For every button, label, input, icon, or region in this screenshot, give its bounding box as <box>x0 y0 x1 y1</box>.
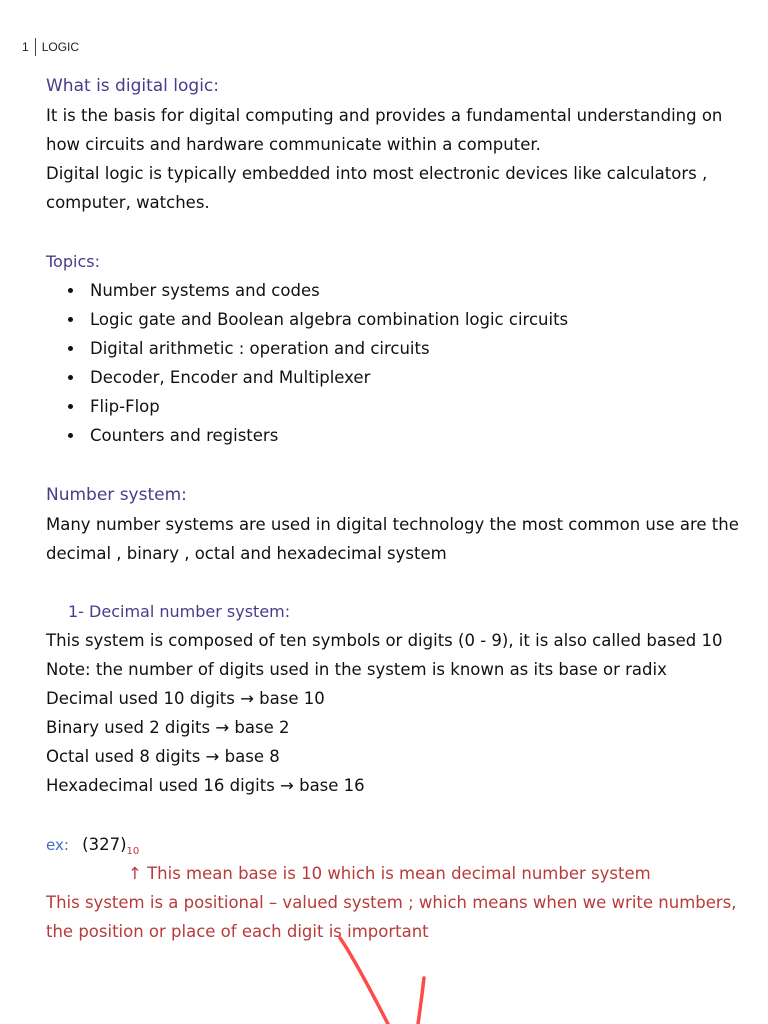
intro-section <box>46 72 746 217</box>
example-arrow-note: ↑ This mean base is 10 which is mean decimal number system <box>128 864 651 883</box>
example-label: ex: <box>46 836 69 854</box>
bullet-icon <box>68 346 73 351</box>
intro-line: It is the basis for digital computing and provides a fundamental understanding on <box>46 106 723 125</box>
topics-heading: Topics: <box>46 252 100 271</box>
decimal-line: This system is composed of ten symbols or digits (0 - 9), it is also called based 10 <box>46 631 723 650</box>
example-value: (327) <box>82 835 127 854</box>
number-system-line: decimal , binary , octal and hexadecimal system <box>46 544 447 563</box>
topic-item: Decoder, Encoder and Multiplexer <box>46 363 746 392</box>
positional-line: the position or place of each digit is important <box>46 922 429 941</box>
header-title: LOGIC <box>41 40 80 54</box>
page-header <box>22 38 79 56</box>
decimal-line: Note: the number of digits used in the system is known as its base or radix <box>46 660 667 679</box>
bullet-icon <box>68 317 73 322</box>
bullet-icon <box>68 433 73 438</box>
topic-item: Counters and registers <box>46 421 746 450</box>
decimal-line: Binary used 2 digits → base 2 <box>46 718 290 737</box>
intro-line: computer, watches. <box>46 193 210 212</box>
number-system-line: Many number systems are used in digital technology the most common use are the <box>46 515 739 534</box>
decimal-line: Octal used 8 digits → base 8 <box>46 747 280 766</box>
decimal-line: Decimal used 10 digits → base 10 <box>46 689 325 708</box>
bullet-icon <box>68 288 73 293</box>
intro-heading: What is digital logic: <box>46 76 220 96</box>
topics-section <box>46 247 746 450</box>
decimal-heading: 1- Decimal number system: <box>68 602 291 621</box>
header-divider <box>35 38 36 56</box>
bullet-icon <box>68 375 73 380</box>
example-line <box>46 830 139 866</box>
topic-item: Digital arithmetic : operation and circuits <box>46 334 746 363</box>
topic-item: Number systems and codes <box>46 276 746 305</box>
bullet-icon <box>68 404 73 409</box>
positional-line: This system is a positional – valued system ; which means when we write numbers, <box>46 893 737 912</box>
example-subscript: 10 <box>126 846 140 857</box>
intro-line: how circuits and hardware communicate within a computer. <box>46 135 541 154</box>
pen-stroke-left <box>340 938 388 1024</box>
pen-stroke-right <box>418 978 424 1024</box>
page-number: 1 <box>22 40 29 54</box>
topic-item: Logic gate and Boolean algebra combination logic circuits <box>46 305 746 334</box>
topic-item: Flip-Flop <box>46 392 746 421</box>
decimal-line: Hexadecimal used 16 digits → base 16 <box>46 776 365 795</box>
decimal-section <box>46 597 746 800</box>
positional-note <box>46 888 746 946</box>
number-system-section <box>46 481 746 568</box>
number-system-heading: Number system: <box>46 485 187 505</box>
intro-line: Digital logic is typically embedded into most electronic devices like calculators , <box>46 164 708 183</box>
topics-list <box>46 276 746 450</box>
